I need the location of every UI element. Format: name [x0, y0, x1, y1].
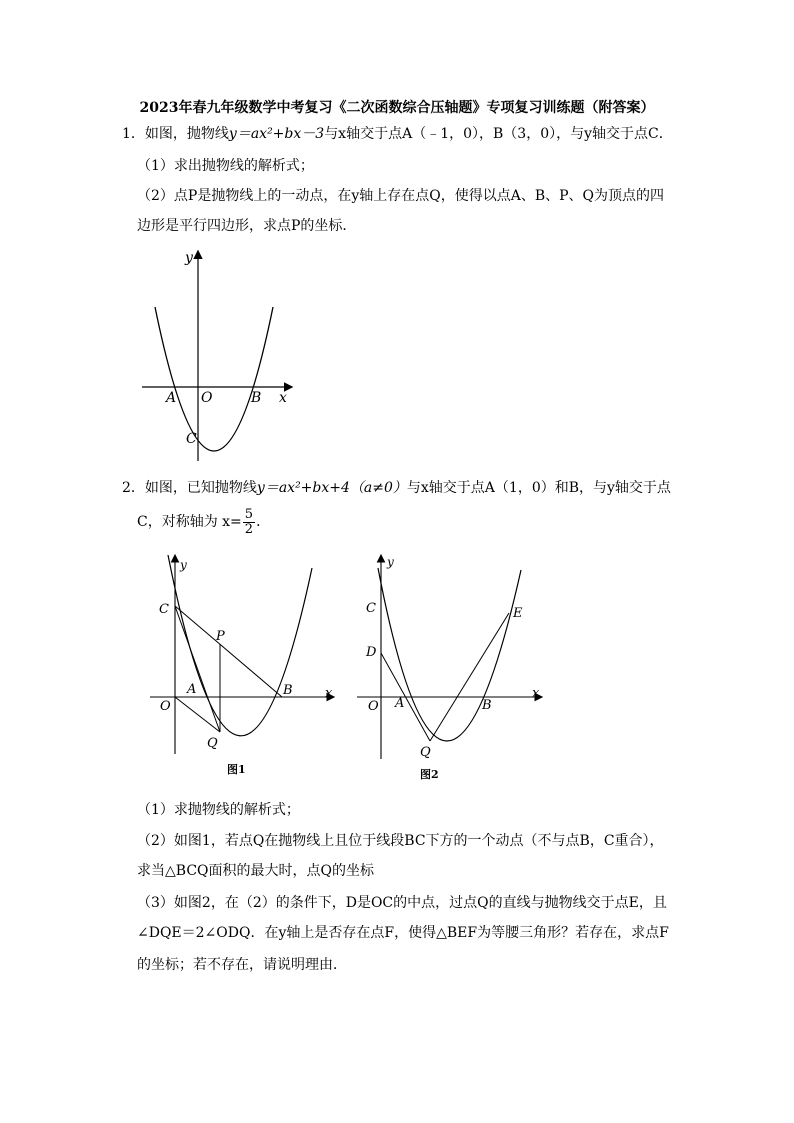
fig1-label-A: A: [187, 682, 197, 697]
q2-part-1: （1）求抛物线的解析式；: [137, 802, 300, 818]
fig2-label-y: y: [387, 555, 394, 569]
q2-part-3-end: 的坐标；若不存在，请说明理由．: [137, 957, 347, 973]
fig1-label-P: P: [216, 629, 225, 644]
document-title: 2023年春九年级数学中考复习《二次函数综合压轴题》专项复习训练题（附答案）: [139, 100, 655, 116]
q2-part-3-cont: ∠DQE＝2∠ODQ．在y轴上是否存在点F，使得△BEF为等腰三角形？若存在，求点F: [137, 925, 669, 941]
q2-intro-rest: 与x轴交于点A（1，0）和B，与y轴交于点: [406, 480, 671, 496]
q1-label-O: O: [201, 390, 213, 406]
q2-axis-text: C，对称轴为 x=: [137, 514, 242, 530]
fig2-label-A: A: [395, 696, 405, 711]
fig1-caption: 图1: [227, 763, 246, 776]
q2-equation: y＝ax²+bx+4（a≠0）: [256, 480, 407, 496]
q1-intro: 1．如图，抛物线: [122, 126, 229, 142]
q1-part-1: （1）求出抛物线的解析式；: [137, 158, 314, 174]
q1-figure: [130, 244, 310, 469]
fig2-label-C: C: [366, 601, 376, 616]
q1-intro-rest: 与x轴交于点A（﹣1，0），B（3，0），与y轴交于点C．: [324, 126, 673, 142]
fraction-numerator: 5: [244, 506, 254, 522]
fig2-label-D: D: [366, 645, 377, 660]
fig2-label-E: E: [513, 606, 523, 621]
q2-intro: 2．如图，已知抛物线: [122, 480, 257, 496]
fig1-label-Q: Q: [207, 736, 218, 751]
fig2-caption: 图2: [420, 768, 439, 781]
q1-part-2-cont: 边形是平行四边形，求点P的坐标．: [137, 218, 357, 234]
q1-label-A: A: [166, 390, 177, 406]
fig2-label-Q: Q: [420, 745, 431, 760]
q1-label-C: C: [186, 431, 197, 447]
q1-equation: y＝ax²+bx－3: [228, 126, 325, 142]
fig2-segment-QE: [430, 613, 509, 741]
fig2-label-x: x: [532, 686, 540, 701]
q2-figure-2: [350, 550, 545, 785]
fig2-parabola: [378, 568, 521, 741]
q1-line-1: [122, 124, 673, 144]
q2-line-1: [122, 478, 671, 498]
fraction-denominator: 2: [244, 521, 254, 537]
q1-label-x: x: [279, 390, 287, 406]
q2-part-2: （2）如图1，若点Q在抛物线上且位于线段BC下方的一个动点（不与点B，C重合），: [137, 833, 664, 849]
q2-figure-1: [140, 550, 340, 785]
q2-axis-end: ．: [256, 514, 271, 530]
q2-part-3: （3）如图2，在（2）的条件下，D是OC的中点，过点Q的直线与抛物线交于点E，且: [137, 895, 667, 911]
q2-part-2-cont: 求当△BCQ面积的最大时，点Q的坐标: [137, 863, 374, 879]
q1-part-2: （2）点P是抛物线上的一动点，在y轴上存在点Q，使得以点A、B、P、Q为顶点的四: [137, 188, 665, 204]
q2-fraction: [243, 508, 255, 537]
fig1-label-C: C: [159, 602, 169, 617]
fig1-label-O: O: [160, 699, 171, 714]
fig2-label-O: O: [368, 699, 379, 714]
q2-line-2: [137, 507, 270, 537]
fig1-label-y: y: [180, 558, 187, 572]
fig2-label-B: B: [482, 698, 492, 713]
fig1-label-B: B: [283, 683, 293, 698]
fig1-label-x: x: [325, 686, 333, 701]
q1-label-B: B: [251, 390, 262, 406]
q1-parabola: [155, 307, 273, 451]
q1-label-y: y: [185, 250, 193, 266]
